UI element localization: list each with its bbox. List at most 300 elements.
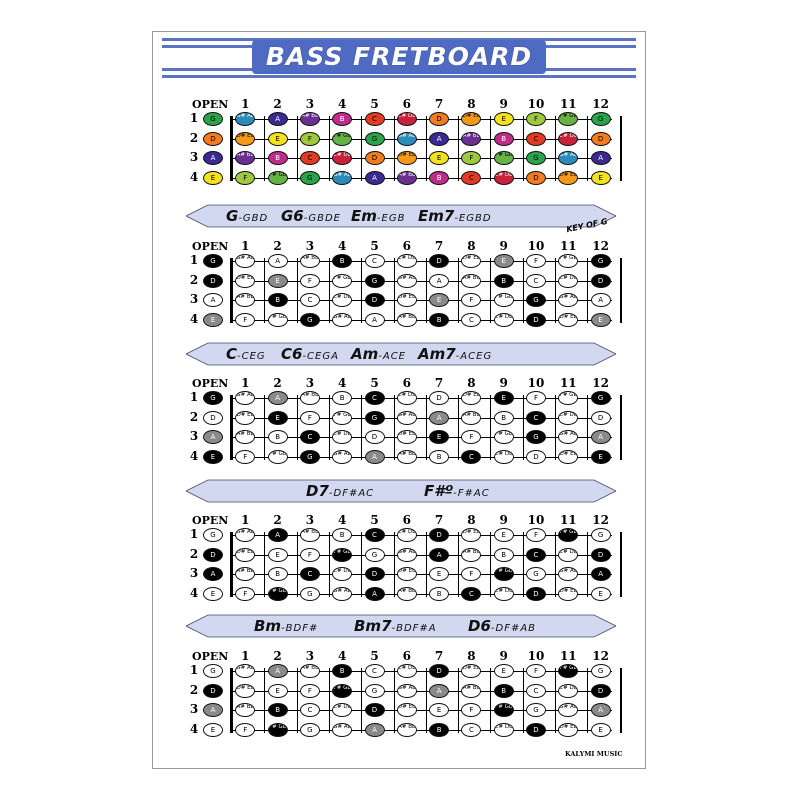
fret-number: 6 <box>402 513 411 527</box>
note-marker: F# Gb <box>268 313 288 327</box>
fret-wire <box>587 395 588 460</box>
note-marker: D <box>591 684 611 698</box>
note-marker: F <box>526 664 546 678</box>
note-marker: E <box>494 391 514 405</box>
note-marker: C <box>300 293 320 307</box>
note-marker: G <box>300 723 320 737</box>
note-marker: C# Db <box>494 723 514 737</box>
fret-number: 7 <box>434 513 444 527</box>
note-marker: G# Ab <box>397 274 417 288</box>
note-marker: B <box>494 684 514 698</box>
note-marker: F# Gb <box>268 587 288 601</box>
note-marker: F <box>235 313 255 327</box>
fret-number: 9 <box>499 376 508 390</box>
fret-number: 10 <box>527 376 545 390</box>
string-number: 4 <box>189 448 199 463</box>
fret-number: 4 <box>338 513 347 527</box>
note-marker: A# Bb <box>235 567 255 581</box>
string-number: 3 <box>189 429 199 443</box>
note-marker: D# Eb <box>235 132 255 146</box>
note-marker: D <box>365 703 385 717</box>
fret-wire <box>394 116 395 181</box>
note-marker: F# Gb <box>268 171 288 185</box>
note-marker: B <box>429 171 449 185</box>
note-marker: B <box>494 132 514 146</box>
note-marker: G <box>591 254 611 268</box>
note-marker: D <box>591 132 611 146</box>
note-marker: F <box>235 723 255 737</box>
note-marker: A <box>365 587 385 601</box>
fret-wire <box>490 116 491 181</box>
note-marker: C# Db <box>332 293 352 307</box>
note-marker: G <box>526 430 546 444</box>
chord-name: G6 <box>281 207 304 225</box>
fret-number: 1 <box>241 513 250 527</box>
note-marker: E <box>268 132 288 146</box>
note-marker: A# Bb <box>397 313 417 327</box>
note-marker: B <box>429 587 449 601</box>
fret-wire <box>523 532 524 597</box>
note-marker: C# Db <box>558 548 578 562</box>
note-marker: A <box>591 151 611 165</box>
fret-wire <box>458 668 459 733</box>
fret-wire <box>426 395 427 460</box>
note-marker: F <box>235 587 255 601</box>
note-marker: F# Gb <box>558 112 578 126</box>
fret-number: 12 <box>592 239 609 253</box>
note-marker: G <box>203 391 223 405</box>
fret-wire <box>490 258 491 323</box>
nut <box>230 668 233 733</box>
fret-number: 5 <box>370 376 379 390</box>
note-marker: F <box>461 151 481 165</box>
note-marker: E <box>591 587 611 601</box>
note-marker: C <box>365 664 385 678</box>
fret-wire <box>587 258 588 323</box>
note-marker: E <box>203 313 223 327</box>
note-marker: B <box>429 313 449 327</box>
chord-name: D7 <box>306 482 329 500</box>
chord-label <box>418 207 492 225</box>
fret-number: 11 <box>559 649 577 663</box>
note-marker: F <box>461 703 481 717</box>
fret-wire <box>426 668 427 733</box>
note-marker: F <box>300 548 320 562</box>
note-marker: F# Gb <box>494 703 514 717</box>
fret-wire <box>490 395 491 460</box>
chord-name: F#º <box>424 482 454 500</box>
fret-number: 11 <box>559 513 577 527</box>
note-marker: B <box>332 254 352 268</box>
note-marker: A# Bb <box>461 684 481 698</box>
fret-wire <box>523 258 524 323</box>
note-marker: G <box>526 151 546 165</box>
note-marker: A <box>429 684 449 698</box>
note-marker: D <box>203 132 223 146</box>
note-marker: E <box>591 723 611 737</box>
note-marker: F <box>526 112 546 126</box>
string-number: 3 <box>189 566 199 580</box>
note-marker: C# Db <box>558 684 578 698</box>
note-marker: D# Eb <box>397 703 417 717</box>
note-marker: B <box>494 411 514 425</box>
fret-wire <box>329 532 330 597</box>
note-marker: A <box>203 430 223 444</box>
note-marker: A <box>268 391 288 405</box>
note-marker: G <box>365 684 385 698</box>
fret-wire <box>490 532 491 597</box>
fret-wire <box>555 395 556 460</box>
note-marker: C# Db <box>397 528 417 542</box>
string-number: 4 <box>189 585 199 600</box>
note-marker: D <box>429 254 449 268</box>
note-marker: G# Ab <box>332 723 352 737</box>
fret-number: 9 <box>499 239 508 253</box>
fret-number: 4 <box>338 239 347 253</box>
note-marker: G# Ab <box>558 151 578 165</box>
note-marker: G# Ab <box>235 391 255 405</box>
fret-number: 9 <box>499 513 508 527</box>
fret-wire <box>555 532 556 597</box>
chord-name: G <box>226 207 239 225</box>
fret-number: 7 <box>434 239 444 253</box>
note-marker: G# Ab <box>332 313 352 327</box>
string-number: 4 <box>189 169 199 184</box>
fret-wire <box>587 532 588 597</box>
note-marker: G# Ab <box>332 171 352 185</box>
chord-label <box>351 207 405 225</box>
fret-number: 5 <box>370 649 379 663</box>
note-marker: G <box>300 171 320 185</box>
chord-tones: -DF#AB <box>490 623 537 634</box>
fret-number: 7 <box>434 649 444 663</box>
chord-name: C6 <box>281 345 303 363</box>
note-marker: E <box>268 548 288 562</box>
nut <box>230 532 233 597</box>
note-marker: F <box>300 411 320 425</box>
note-marker: C <box>526 548 546 562</box>
fret-wire <box>620 116 622 181</box>
fret-wire <box>587 668 588 733</box>
note-marker: F# Gb <box>494 151 514 165</box>
fret-wire <box>264 116 265 181</box>
fret-number: 6 <box>402 376 411 390</box>
note-marker: G# Ab <box>235 254 255 268</box>
note-marker: B <box>332 664 352 678</box>
note-marker: G <box>526 293 546 307</box>
note-marker: A# Bb <box>235 151 255 165</box>
note-marker: G <box>365 132 385 146</box>
chord-label <box>254 617 318 635</box>
fret-number: 11 <box>559 239 577 253</box>
note-marker: C <box>300 151 320 165</box>
note-marker: G <box>591 528 611 542</box>
fret-number: 3 <box>305 97 315 111</box>
note-marker: C <box>365 391 385 405</box>
fret-number: 1 <box>241 649 250 663</box>
note-marker: D <box>429 391 449 405</box>
note-marker: F# Gb <box>558 391 578 405</box>
fret-number: 11 <box>559 97 577 111</box>
fret-number: 1 <box>241 376 250 390</box>
note-marker: F <box>461 293 481 307</box>
note-marker: A <box>268 254 288 268</box>
fret-wire <box>361 532 362 597</box>
fret-number: 12 <box>592 649 609 663</box>
note-marker: G# Ab <box>558 430 578 444</box>
fret-wire <box>329 668 330 733</box>
chord-tones: -DF#AC <box>328 488 375 499</box>
note-marker: E <box>591 313 611 327</box>
chord-name: Em <box>351 207 377 225</box>
fret-wire <box>297 668 298 733</box>
open-label: OPEN <box>192 377 229 390</box>
note-marker: E <box>203 587 223 601</box>
note-marker: A# Bb <box>397 171 417 185</box>
note-marker: A <box>268 112 288 126</box>
note-marker: A <box>203 703 223 717</box>
note-marker: G# Ab <box>235 112 255 126</box>
note-marker: D# Eb <box>461 528 481 542</box>
note-marker: A# Bb <box>300 528 320 542</box>
note-marker: F <box>461 567 481 581</box>
fret-number: 8 <box>467 649 476 663</box>
note-marker: A <box>268 664 288 678</box>
note-marker: C# Db <box>558 274 578 288</box>
key-label: KEY OF G <box>565 216 609 235</box>
fret-number: 9 <box>499 97 508 111</box>
note-marker: A# Bb <box>461 548 481 562</box>
note-marker: C# Db <box>332 151 352 165</box>
note-marker: G# Ab <box>397 411 417 425</box>
fret-wire <box>264 395 265 460</box>
note-marker: G# Ab <box>332 587 352 601</box>
chord-band-shape <box>186 479 616 503</box>
note-marker: F# Gb <box>558 528 578 542</box>
fret-number: 9 <box>499 649 508 663</box>
chord-name: Am <box>351 345 379 363</box>
note-marker: E <box>591 171 611 185</box>
note-marker: B <box>268 567 288 581</box>
note-marker: G <box>365 411 385 425</box>
fret-wire <box>458 532 459 597</box>
note-marker: E <box>203 450 223 464</box>
note-marker: G <box>591 664 611 678</box>
note-marker: B <box>494 548 514 562</box>
note-marker: D <box>203 274 223 288</box>
fret-wire <box>426 532 427 597</box>
note-marker: E <box>591 450 611 464</box>
note-marker: D# Eb <box>461 112 481 126</box>
note-marker: G# Ab <box>558 293 578 307</box>
note-marker: A <box>365 723 385 737</box>
note-marker: F <box>235 450 255 464</box>
note-marker: D <box>526 171 546 185</box>
fret-wire <box>394 532 395 597</box>
fret-number: 10 <box>527 649 545 663</box>
note-marker: D# Eb <box>558 450 578 464</box>
note-marker: E <box>429 703 449 717</box>
note-marker: A# Bb <box>235 703 255 717</box>
string-number: 4 <box>189 721 199 736</box>
note-marker: G <box>300 587 320 601</box>
fret-number: 2 <box>273 239 282 253</box>
brand-credit: KALYMI MUSIC <box>565 750 623 758</box>
note-marker: C <box>461 171 481 185</box>
fret-number: 5 <box>370 513 379 527</box>
chord-tones: -EGB <box>376 213 406 224</box>
fret-number: 8 <box>467 239 476 253</box>
fret-wire <box>264 258 265 323</box>
fret-wire <box>329 258 330 323</box>
note-marker: A# Bb <box>397 587 417 601</box>
note-marker: D# Eb <box>397 151 417 165</box>
note-marker: A# Bb <box>235 293 255 307</box>
fret-wire <box>426 258 427 323</box>
fret-wire <box>458 395 459 460</box>
note-marker: D <box>591 274 611 288</box>
note-marker: G# Ab <box>558 703 578 717</box>
note-marker: A# Bb <box>300 391 320 405</box>
note-marker: C# Db <box>494 171 514 185</box>
note-marker: A <box>365 313 385 327</box>
note-marker: B <box>332 528 352 542</box>
note-marker: D <box>526 723 546 737</box>
fret-wire <box>297 116 298 181</box>
fret-wire <box>458 116 459 181</box>
chord-name: Am7 <box>418 345 456 363</box>
note-marker: E <box>494 254 514 268</box>
fret-number: 11 <box>559 376 577 390</box>
note-marker: C# Db <box>397 664 417 678</box>
fret-wire <box>458 258 459 323</box>
note-marker: B <box>332 391 352 405</box>
chord-tones: -EGBD <box>454 213 492 224</box>
chord-tones: -BDF#A <box>391 623 437 634</box>
note-marker: D <box>203 684 223 698</box>
fret-wire <box>264 532 265 597</box>
note-marker: A <box>591 430 611 444</box>
string-number: 2 <box>189 130 199 145</box>
fret-number: 10 <box>527 513 545 527</box>
note-marker: E <box>429 151 449 165</box>
fret-number: 6 <box>402 649 411 663</box>
string-number: 2 <box>189 682 199 697</box>
page-title: BASS FRETBOARD <box>252 40 546 74</box>
note-marker: C <box>526 684 546 698</box>
note-marker: E <box>429 567 449 581</box>
title-stripe <box>162 75 636 78</box>
note-marker: D <box>365 430 385 444</box>
note-marker: C <box>300 703 320 717</box>
fret-number: 4 <box>338 97 347 111</box>
note-marker: D <box>429 664 449 678</box>
note-marker: A# Bb <box>461 274 481 288</box>
note-marker: G <box>203 112 223 126</box>
fret-number: 7 <box>434 97 444 111</box>
note-marker: G <box>203 254 223 268</box>
note-marker: G <box>300 450 320 464</box>
note-marker: D# Eb <box>235 411 255 425</box>
string-number: 4 <box>189 311 199 326</box>
nut <box>230 258 233 323</box>
note-marker: C# Db <box>397 254 417 268</box>
note-marker: E <box>494 112 514 126</box>
note-marker: B <box>332 112 352 126</box>
note-marker: F# Gb <box>332 274 352 288</box>
note-marker: F <box>526 528 546 542</box>
string-number: 3 <box>189 702 199 716</box>
open-label: OPEN <box>192 514 229 527</box>
note-marker: G# Ab <box>235 528 255 542</box>
note-marker: G <box>365 274 385 288</box>
chord-label <box>424 482 490 500</box>
fret-wire <box>361 116 362 181</box>
note-marker: E <box>429 430 449 444</box>
chord-tones: -GBD <box>238 213 269 224</box>
fret-number: 2 <box>273 97 282 111</box>
note-marker: C# Db <box>494 587 514 601</box>
note-marker: D# Eb <box>235 684 255 698</box>
note-marker: F# Gb <box>332 684 352 698</box>
fret-number: 10 <box>527 97 545 111</box>
chord-label <box>351 345 406 363</box>
note-marker: F# Gb <box>268 723 288 737</box>
fret-wire <box>620 532 622 597</box>
chord-tones: -ACEG <box>455 351 493 362</box>
note-marker: D <box>365 293 385 307</box>
note-marker: A# Bb <box>397 450 417 464</box>
chord-tones: -BDF# <box>281 623 319 634</box>
note-marker: D# Eb <box>397 430 417 444</box>
fret-number: 8 <box>467 513 476 527</box>
note-marker: D <box>429 528 449 542</box>
nut <box>230 116 233 181</box>
note-marker: B <box>268 151 288 165</box>
chord-label <box>226 345 266 363</box>
note-marker: C# Db <box>332 567 352 581</box>
note-marker: F# Gb <box>558 254 578 268</box>
note-marker: G <box>591 391 611 405</box>
fret-wire <box>523 395 524 460</box>
note-marker: F <box>300 274 320 288</box>
note-marker: C <box>461 313 481 327</box>
string-number: 2 <box>189 272 199 287</box>
note-marker: D <box>429 112 449 126</box>
note-marker: F <box>300 684 320 698</box>
fret-number: 2 <box>273 649 282 663</box>
note-marker: B <box>429 450 449 464</box>
note-marker: C <box>300 567 320 581</box>
chord-name: Em7 <box>418 207 455 225</box>
chord-tones: -GBDE <box>303 213 341 224</box>
note-marker: A# Bb <box>461 411 481 425</box>
note-marker: A <box>429 411 449 425</box>
note-marker: D# Eb <box>558 171 578 185</box>
note-marker: D# Eb <box>558 587 578 601</box>
note-marker: G <box>365 548 385 562</box>
fret-wire <box>264 668 265 733</box>
note-marker: F <box>461 430 481 444</box>
note-marker: D <box>365 151 385 165</box>
fret-wire <box>297 532 298 597</box>
fret-wire <box>490 668 491 733</box>
note-marker: G <box>203 528 223 542</box>
note-marker: F# Gb <box>494 567 514 581</box>
fret-number: 10 <box>527 239 545 253</box>
note-marker: A <box>429 548 449 562</box>
string-number: 1 <box>189 111 199 125</box>
